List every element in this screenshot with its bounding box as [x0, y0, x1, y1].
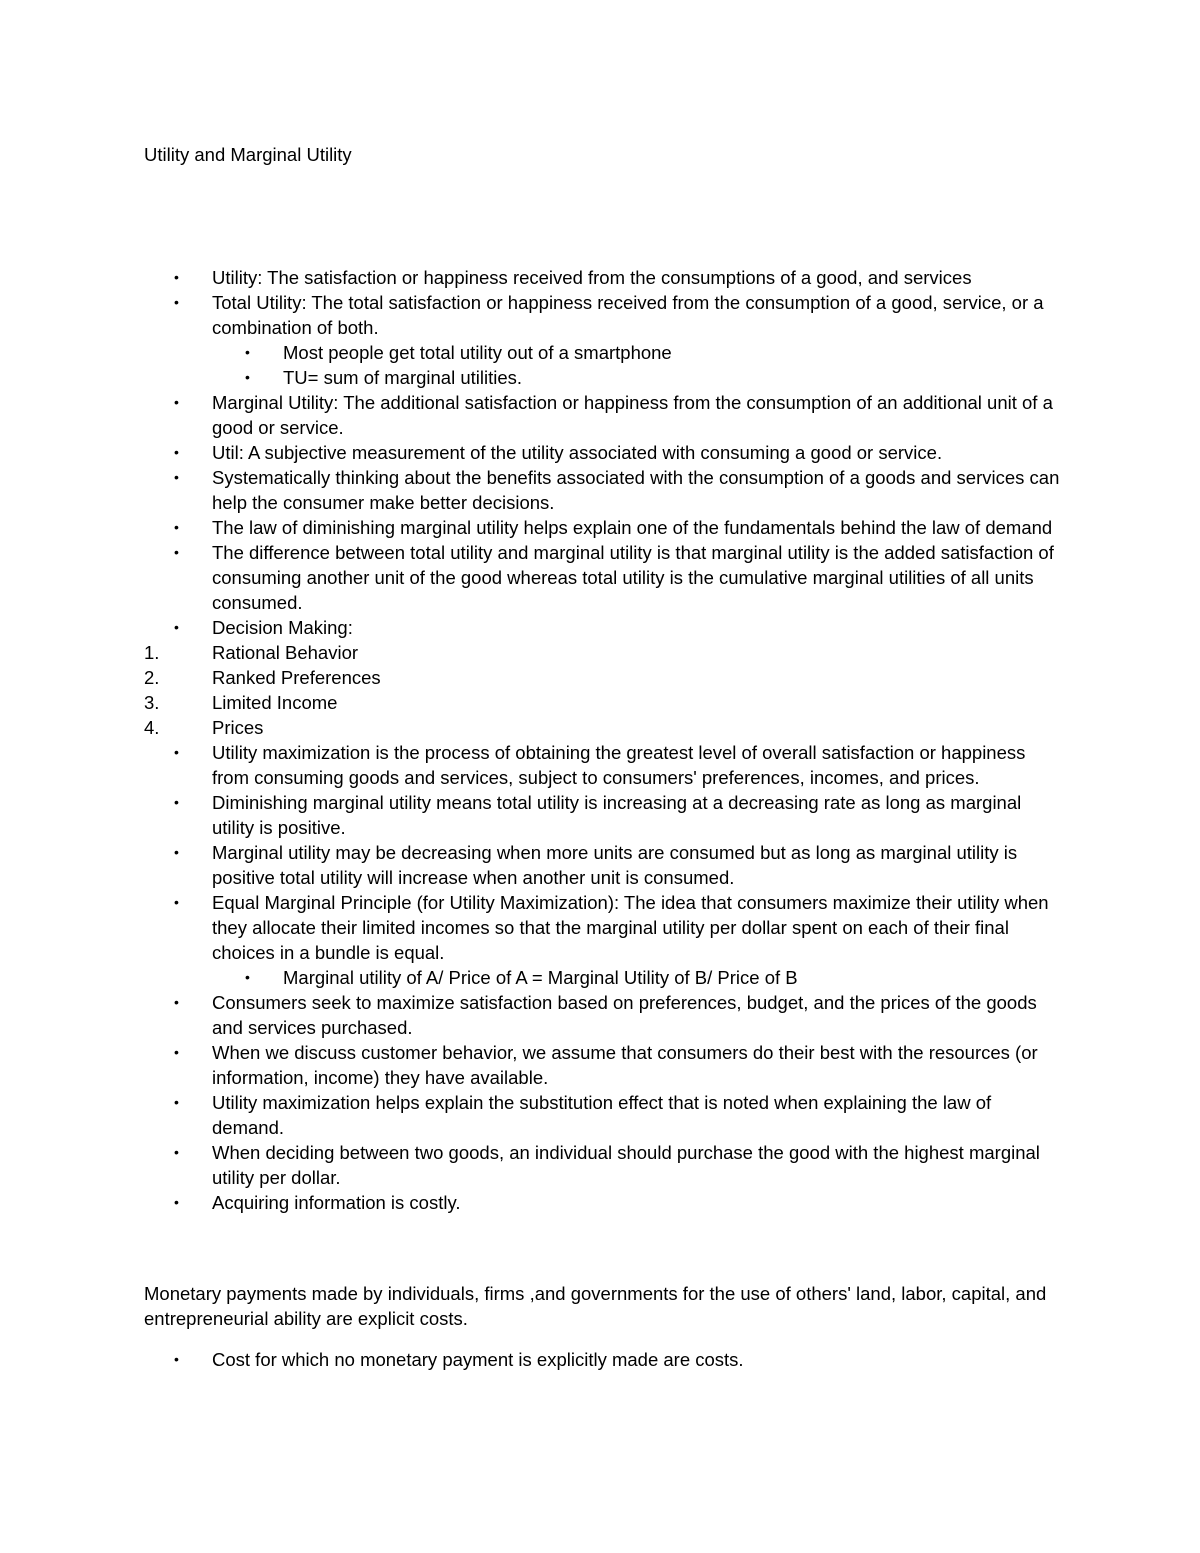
list-item — [144, 1347, 1064, 1372]
list-number: 2. — [144, 667, 160, 688]
list-item-text: Most people get total utility out of a smartphone — [283, 342, 672, 363]
list-number: 3. — [144, 692, 160, 713]
list-item — [144, 515, 1064, 540]
list-item-text: Diminishing marginal utility means total utility is increasing at a decreasing rate as long as marginal utility is positive. — [212, 792, 1022, 838]
list-item-text: Util: A subjective measurement of the utility associated with consuming a good or service. — [212, 442, 943, 463]
list-item — [144, 990, 1064, 1040]
list-item-text: Rational Behavior — [212, 642, 359, 663]
implicit-costs-list — [144, 1347, 1064, 1372]
bullet-icon: • — [174, 794, 179, 810]
list-item — [144, 1040, 1064, 1090]
bullet-icon: • — [174, 894, 179, 910]
bullet-icon: • — [174, 544, 179, 560]
list-number: 4. — [144, 717, 160, 738]
bullet-icon: • — [174, 619, 179, 635]
list-item — [144, 465, 1064, 515]
list-item-text: The difference between total utility and marginal utility is that marginal utility is the added satisfaction of consuming another unit of the good whereas total utility is the cumulative marginal utilities of all units consumed. — [212, 542, 1054, 613]
list-item-text: Consumers seek to maximize satisfaction based on preferences, budget, and the prices of the goods and services purchased. — [212, 992, 1037, 1038]
bullet-icon: • — [174, 1351, 179, 1367]
list-item-text: Marginal Utility: The additional satisfaction or happiness from the consumption of an additional unit of a good or service. — [212, 392, 1053, 438]
numbered-list-item — [144, 690, 1064, 715]
list-item-text: Marginal utility of A/ Price of A = Marginal Utility of B/ Price of B — [283, 967, 798, 988]
list-item — [144, 265, 1064, 290]
bullet-icon: • — [245, 369, 250, 385]
bullet-icon: • — [174, 394, 179, 410]
list-item — [144, 365, 1064, 390]
bullet-icon: • — [245, 344, 250, 360]
bullet-icon: • — [245, 969, 250, 985]
bullet-icon: • — [174, 444, 179, 460]
list-item — [144, 1090, 1064, 1140]
list-item — [144, 890, 1064, 965]
bullet-icon: • — [174, 744, 179, 760]
document-title: Utility and Marginal Utility — [144, 144, 352, 165]
list-item-text: Utility maximization helps explain the substitution effect that is noted when explaining the law of demand. — [212, 1092, 992, 1138]
list-item-text: When deciding between two goods, an individual should purchase the good with the highest marginal utility per dollar. — [212, 1142, 1040, 1188]
list-item-text: Limited Income — [212, 692, 338, 713]
list-item — [144, 1190, 1064, 1215]
bullet-icon: • — [174, 469, 179, 485]
list-item-text: Acquiring information is costly. — [212, 1192, 461, 1213]
list-item — [144, 440, 1064, 465]
list-item — [144, 290, 1064, 340]
list-item-text: Prices — [212, 717, 264, 738]
list-item-text: TU= sum of marginal utilities. — [283, 367, 523, 388]
numbered-list-item — [144, 715, 1064, 740]
bullet-icon: • — [174, 269, 179, 285]
bullet-icon: • — [174, 1044, 179, 1060]
list-item-text: Marginal utility may be decreasing when more units are consumed but as long as marginal utility is positive total utility will increase when another unit is consumed. — [212, 842, 1018, 888]
list-item — [144, 390, 1064, 440]
list-number: 1. — [144, 642, 160, 663]
bullet-icon: • — [174, 519, 179, 535]
notes-list — [144, 265, 1064, 1215]
list-item — [144, 340, 1064, 365]
list-item — [144, 790, 1064, 840]
numbered-list-item — [144, 665, 1064, 690]
list-item-text: Systematically thinking about the benefits associated with the consumption of a goods and services can help the consumer make better decisions. — [212, 467, 1060, 513]
list-item — [144, 740, 1064, 790]
bullet-icon: • — [174, 1144, 179, 1160]
list-item-text: Ranked Preferences — [212, 667, 381, 688]
list-item — [144, 540, 1064, 615]
list-item-text: Total Utility: The total satisfaction or happiness received from the consumption of a good, service, or a combination of both. — [212, 292, 1044, 338]
list-item — [144, 615, 1064, 640]
list-item-text: The law of diminishing marginal utility helps explain one of the fundamentals behind the law of demand — [212, 517, 1053, 538]
list-item — [144, 965, 1064, 990]
list-item — [144, 1140, 1064, 1190]
bullet-icon: • — [174, 1194, 179, 1210]
list-item — [144, 840, 1064, 890]
explicit-costs-paragraph: Monetary payments made by individuals, firms ,and governments for the use of others' land, labor, capital, and entrepreneurial ability are explicit costs. — [144, 1283, 1047, 1329]
list-item-text: Cost for which no monetary payment is explicitly made are costs. — [212, 1349, 744, 1370]
bullet-icon: • — [174, 1094, 179, 1110]
bullet-icon: • — [174, 994, 179, 1010]
bullet-icon: • — [174, 844, 179, 860]
list-item-text: Utility: The satisfaction or happiness received from the consumptions of a good, and services — [212, 267, 972, 288]
list-item-text: Utility maximization is the process of obtaining the greatest level of overall satisfaction or happiness from consuming goods and services, subject to consumers' preferences, incomes, and prices. — [212, 742, 1026, 788]
list-item-text: When we discuss customer behavior, we assume that consumers do their best with the resources (or information, income) they have available. — [212, 1042, 1038, 1088]
numbered-list-item — [144, 640, 1064, 665]
bullet-icon: • — [174, 294, 179, 310]
list-item-text: Decision Making: — [212, 617, 353, 638]
list-item-text: Equal Marginal Principle (for Utility Maximization): The idea that consumers maximize their utility when they allocate their limited incomes so that the marginal utility per dollar spent on each of their final choices in a bundle is equal. — [212, 892, 1049, 963]
